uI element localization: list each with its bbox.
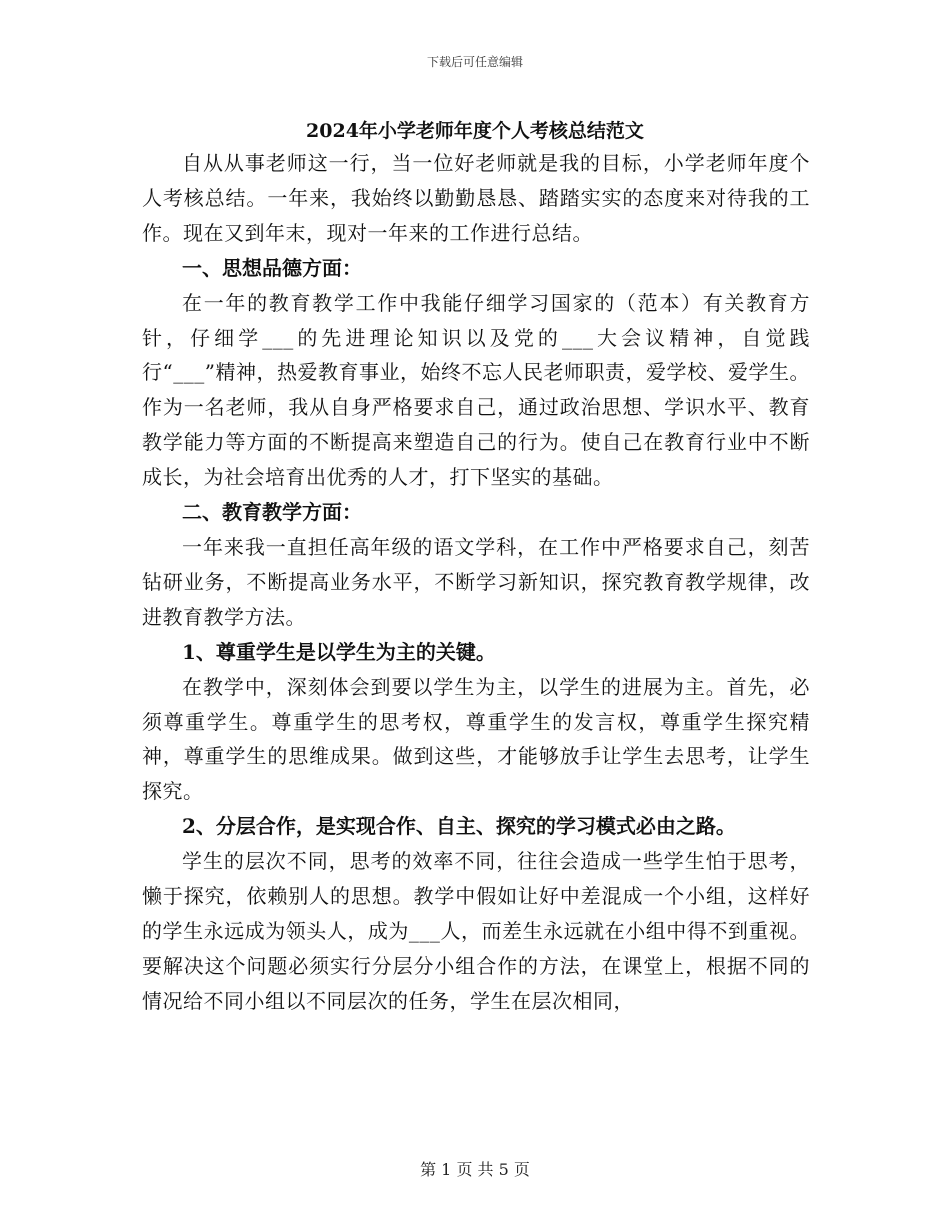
document-body [142,146,810,1019]
page-header: 下载后可任意编辑 [426,55,523,69]
ideology-paragraph: 在一年的教育教学工作中我能仔细学习国家的（范本）有关教育方针，仔细学___的先进理论知识以及党的___大会议精神，自觉践行“___”精神，热爱教育事业，始终不忘人民老师职责，爱学校、爱学生。作为一名老师，我从自身严格要求自己，通过政治思想、学识水平、教育教学能力等方面的不断提高来塑造自己的行为。使自己在教育行业中不断成长，为社会培育出优秀的人才，打下坚实的基础。 [142,290,810,490]
respect-students-paragraph: 在教学中，深刻体会到要以学生为主，以学生的进展为主。首先，必须尊重学生。尊重学生的思考权，尊重学生的发言权，尊重学生探究精神，尊重学生的思维成果。做到这些，才能够放手让学生去思考，让学生探究。 [142,674,810,804]
subheading-layered-cooperation: 2、分层合作，是实现合作、自主、探究的学习模式必由之路。 [182,814,736,839]
subheading-respect-students: 1、尊重学生是以学生为主的关键。 [182,639,496,664]
section-heading-teaching: 二、教育教学方面： [182,500,362,525]
intro-paragraph: 自从从事老师这一行，当一位好老师就是我的目标，小学老师年度个人考核总结。一年来，我始终以勤勤恳恳、踏踏实实的态度来对待我的工作。现在又到年末，现对一年来的工作进行总结。 [142,151,810,245]
page-number: 第 1 页 共 5 页 [420,1160,530,1179]
teaching-paragraph: 一年来我一直担任高年级的语文学科，在工作中严格要求自己，刻苦钻研业务，不断提高业务水平，不断学习新知识，探究教育教学规律，改进教育教学方法。 [142,534,810,629]
section-heading-ideology: 一、思想品德方面： [182,255,362,280]
layered-cooperation-paragraph: 学生的层次不同，思考的效率不同，往往会造成一些学生怕于思考，懒于探究，依赖别人的思想。教学中假如让好中差混成一个小组，这样好的学生永远成为领头人，成为___人，而差生永远就在小组中得不到重视。要解决这个问题必须实行分层分小组合作的方法，在课堂上，根据不同的情况给不同小组以不同层次的任务，学生在层次相同， [142,849,810,1013]
document-title: 2024年小学老师年度个人考核总结范文 [306,120,644,142]
